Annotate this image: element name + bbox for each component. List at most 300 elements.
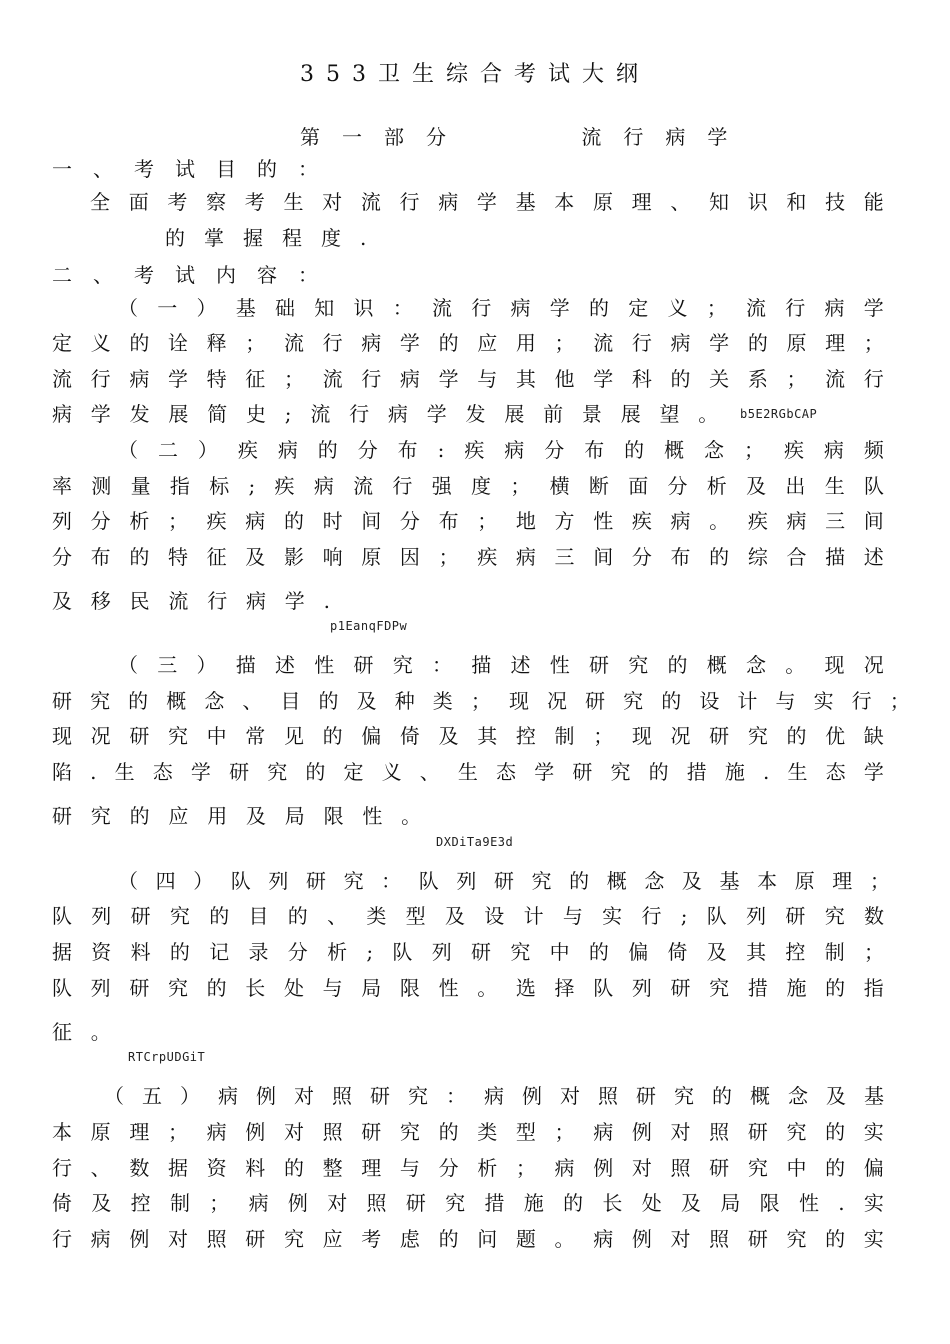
glyph: 病	[90, 1227, 111, 1251]
glyph: 行	[471, 296, 492, 320]
glyph: 倚	[399, 724, 420, 748]
glyph: 原	[90, 1120, 111, 1144]
glyph: 病	[510, 296, 531, 320]
glyph: .	[323, 589, 330, 613]
glyph: 、	[242, 689, 263, 713]
glyph: 研	[405, 1191, 426, 1215]
glyph: 措	[484, 1191, 505, 1215]
glyph: 研	[130, 904, 151, 928]
glyph: 列	[52, 509, 72, 533]
glyph: 行	[641, 904, 662, 928]
glyph: 究	[408, 1084, 428, 1108]
glyph: ）	[193, 869, 214, 893]
glyph: 病	[52, 402, 72, 426]
glyph: 他	[554, 367, 575, 391]
glyph: 倚	[667, 940, 688, 964]
glyph: 计	[523, 904, 544, 928]
glyph: 列	[91, 904, 112, 928]
glyph: 的	[438, 1227, 459, 1251]
glyph: 研	[709, 724, 730, 748]
glyph: 疾	[783, 438, 804, 462]
glyph: 考	[244, 190, 265, 214]
glyph: 列	[746, 904, 767, 928]
glyph: 景	[581, 402, 602, 426]
para-line	[52, 1018, 130, 1046]
glyph: ）	[197, 438, 218, 462]
glyph: 原	[592, 190, 613, 214]
glyph: 病	[554, 1156, 575, 1180]
section-heading-purpose: 一、考试目的：	[52, 157, 339, 181]
glyph: 影	[283, 545, 304, 569]
glyph: 布	[438, 509, 459, 533]
glyph: 与	[322, 976, 343, 1000]
glyph: 疾	[274, 474, 295, 498]
glyph: .	[838, 1191, 845, 1215]
glyph: 类	[366, 904, 387, 928]
glyph: 分	[52, 545, 72, 569]
para-line	[52, 902, 884, 930]
glyph: 研	[636, 1084, 656, 1108]
glyph: 照	[332, 1084, 352, 1108]
glyph: 病	[823, 438, 844, 462]
glyph: 及	[356, 689, 377, 713]
glyph: 技	[825, 190, 846, 214]
glyph: 列	[456, 869, 477, 893]
glyph: 学	[90, 402, 111, 426]
glyph: 究	[267, 760, 288, 784]
glyph: ；	[863, 331, 884, 355]
glyph: 概	[706, 653, 727, 677]
glyph: 究	[399, 1120, 420, 1144]
glyph: .	[360, 226, 367, 250]
glyph: ；	[515, 1156, 536, 1180]
glyph: 生	[114, 760, 135, 784]
glyph: 的	[667, 653, 688, 677]
glyph: 描	[235, 653, 256, 677]
glyph: 应	[322, 1227, 343, 1251]
glyph: 队	[52, 976, 72, 1000]
glyph: 布	[670, 545, 691, 569]
glyph: ；	[744, 438, 764, 462]
glyph: 度	[321, 226, 341, 250]
glyph: ；	[438, 545, 459, 569]
glyph: 病	[515, 545, 536, 569]
glyph: 制	[554, 724, 575, 748]
glyph: 控	[130, 1191, 151, 1215]
glyph: 行	[361, 367, 382, 391]
glyph: ）	[180, 1084, 200, 1108]
glyph: 料	[245, 1156, 266, 1180]
glyph: 、	[670, 190, 691, 214]
glyph: 四	[155, 869, 176, 893]
glyph: 中	[549, 940, 570, 964]
glyph: 研	[471, 940, 492, 964]
glyph: 研	[589, 653, 609, 677]
glyph: 频	[863, 438, 884, 462]
glyph: 病	[361, 331, 382, 355]
glyph: 队	[230, 869, 251, 893]
glyph: 的	[129, 545, 150, 569]
glyph: 基	[864, 1084, 884, 1108]
glyph: 究	[610, 760, 631, 784]
glyph: 行	[349, 402, 370, 426]
glyph: ：	[392, 296, 413, 320]
glyph: 的	[209, 904, 230, 928]
glyph: 的	[318, 689, 339, 713]
glyph: 流	[746, 296, 766, 320]
glyph: 和	[786, 190, 807, 214]
glyph: 其	[477, 724, 498, 748]
glyph: 据	[52, 940, 72, 964]
glyph: 展	[504, 402, 525, 426]
glyph: 措	[686, 760, 707, 784]
glyph: （	[118, 438, 138, 462]
glyph: 照	[366, 1191, 387, 1215]
glyph: 。	[90, 1020, 111, 1044]
glyph: 分	[357, 438, 378, 462]
glyph: 及	[826, 1084, 846, 1108]
glyph: 流	[360, 190, 381, 214]
glyph: 究	[445, 1191, 466, 1215]
glyph: 实	[863, 1120, 884, 1144]
para-line	[52, 1225, 884, 1253]
glyph: 析	[327, 940, 348, 964]
glyph: 况	[670, 724, 691, 748]
glyph: 及	[245, 545, 266, 569]
glyph: 病	[484, 1084, 504, 1108]
glyph: 生	[457, 760, 478, 784]
glyph: 照	[709, 1227, 730, 1251]
glyph: 施	[724, 760, 745, 784]
glyph: 横	[549, 474, 570, 498]
glyph: 的	[169, 940, 190, 964]
glyph: 资	[91, 940, 112, 964]
glyph: 究	[628, 653, 649, 677]
glyph: 队	[863, 474, 884, 498]
glyph: 特	[206, 367, 227, 391]
glyph: ；	[786, 367, 807, 391]
glyph: 例	[631, 1120, 652, 1144]
glyph: 的	[709, 545, 730, 569]
para-line	[118, 436, 884, 464]
glyph: 握	[243, 226, 263, 250]
glyph: 流	[322, 367, 343, 391]
code-mark: p1EanqFDPw	[330, 619, 408, 633]
glyph: 病	[670, 509, 691, 533]
glyph: 偏	[863, 1156, 884, 1180]
glyph: 列	[90, 976, 111, 1000]
glyph: 征	[52, 1020, 72, 1044]
glyph: 研	[370, 1084, 390, 1108]
para-line	[52, 587, 349, 615]
glyph: 病	[245, 589, 266, 613]
glyph: 考	[167, 190, 188, 214]
glyph: 种	[394, 689, 415, 713]
glyph: 分	[544, 438, 565, 462]
glyph: 对	[167, 1227, 188, 1251]
para-line	[52, 758, 884, 786]
glyph: 的	[825, 1120, 846, 1144]
glyph: ;	[284, 402, 292, 426]
glyph: 简	[207, 402, 228, 426]
glyph: 、	[90, 1156, 111, 1180]
glyph: 性	[593, 509, 614, 533]
glyph: 综	[747, 545, 768, 569]
para-line	[118, 294, 884, 322]
glyph: 与	[477, 367, 498, 391]
glyph: 制	[824, 940, 845, 964]
glyph: 对	[283, 1120, 304, 1144]
glyph: 研	[305, 869, 326, 893]
glyph: 征	[245, 367, 266, 391]
glyph: 考	[361, 1227, 382, 1251]
glyph: 的	[128, 689, 149, 713]
para-line	[52, 472, 884, 500]
glyph: ；	[167, 1120, 188, 1144]
glyph: 控	[515, 724, 536, 748]
glyph: 目	[280, 689, 301, 713]
glyph: 述	[275, 653, 295, 677]
glyph: 强	[431, 474, 452, 498]
glyph: 疾	[237, 438, 258, 462]
glyph: 发	[465, 402, 486, 426]
glyph: 数	[129, 1156, 150, 1180]
glyph: 析	[129, 509, 150, 533]
glyph: 究	[674, 1084, 694, 1108]
glyph: 学	[549, 296, 570, 320]
glyph: 实	[863, 1227, 884, 1251]
glyph: 中	[786, 1156, 807, 1180]
glyph: 的	[287, 904, 308, 928]
glyph: 行	[322, 331, 343, 355]
glyph: 概	[664, 438, 685, 462]
glyph: ；	[510, 474, 531, 498]
glyph: 本	[757, 869, 778, 893]
glyph: 基	[719, 869, 740, 893]
glyph: 行	[90, 367, 111, 391]
glyph: 流	[283, 331, 304, 355]
glyph: 的	[648, 760, 669, 784]
glyph: 间	[593, 545, 614, 569]
glyph: 行	[207, 589, 228, 613]
glyph: 整	[322, 1156, 343, 1180]
glyph: 现	[508, 689, 529, 713]
glyph: 础	[275, 296, 295, 320]
glyph: 局	[361, 976, 382, 1000]
glyph: 病	[670, 331, 691, 355]
glyph: ；	[593, 724, 614, 748]
glyph: （	[104, 1084, 124, 1108]
glyph: 资	[206, 1156, 227, 1180]
glyph: 照	[709, 1120, 730, 1144]
glyph: 设	[484, 904, 505, 928]
glyph: 的	[129, 804, 150, 828]
glyph: 及	[681, 1191, 701, 1215]
glyph: 病	[387, 402, 408, 426]
glyph: 例	[631, 1227, 652, 1251]
glyph: 其	[746, 940, 767, 964]
glyph: 的	[569, 869, 590, 893]
glyph: 性	[362, 804, 383, 828]
glyph: 问	[477, 1227, 498, 1251]
glyph: .	[763, 760, 770, 784]
glyph: 知	[314, 296, 335, 320]
glyph: 现	[824, 653, 845, 677]
glyph: 研	[52, 804, 72, 828]
glyph: 实	[863, 1191, 884, 1215]
glyph: 优	[825, 724, 846, 748]
glyph: 常	[245, 724, 266, 748]
glyph: 系	[747, 367, 768, 391]
code-mark: RTCrpUDGiT	[128, 1050, 206, 1064]
glyph: 义	[381, 760, 402, 784]
glyph: 研	[670, 976, 691, 1000]
glyph: 对	[327, 1191, 348, 1215]
glyph: 的	[563, 1191, 584, 1215]
glyph: 队	[418, 869, 439, 893]
glyph: 病	[313, 474, 334, 498]
para-line	[52, 687, 910, 715]
glyph: 例	[287, 1191, 308, 1215]
glyph: 限	[759, 1191, 780, 1215]
glyph: 研	[747, 1227, 768, 1251]
glyph: 行	[785, 296, 806, 320]
para-line	[118, 867, 890, 895]
para-line	[52, 722, 884, 750]
glyph: 偏	[361, 724, 382, 748]
glyph: 性	[438, 976, 459, 1000]
glyph: 学	[167, 367, 188, 391]
glyph: 科	[631, 367, 652, 391]
glyph: 型	[405, 904, 426, 928]
glyph: 性	[798, 1191, 819, 1215]
glyph: 学	[190, 760, 211, 784]
glyph: 计	[737, 689, 758, 713]
glyph: 病	[245, 509, 266, 533]
glyph: （	[118, 296, 138, 320]
glyph: 学	[534, 760, 555, 784]
glyph: 的	[661, 689, 682, 713]
glyph: 用	[207, 804, 228, 828]
glyph: 的	[670, 367, 691, 391]
glyph: 的	[129, 331, 150, 355]
glyph: 分	[438, 1156, 459, 1180]
glyph: 研	[129, 724, 150, 748]
glyph: 念	[788, 1084, 808, 1108]
glyph: 疾	[464, 438, 485, 462]
glyph: 学	[593, 367, 614, 391]
glyph: 控	[785, 940, 806, 964]
glyph: ；	[863, 940, 884, 964]
glyph: 特	[167, 545, 188, 569]
glyph: 断	[588, 474, 609, 498]
purpose-text-line	[90, 188, 884, 216]
glyph: 行	[631, 331, 652, 355]
glyph: 疾	[477, 545, 498, 569]
glyph: 学	[284, 589, 305, 613]
glyph: 其	[515, 367, 536, 391]
glyph: 的	[825, 1227, 846, 1251]
glyph: 病	[248, 1191, 269, 1215]
glyph: 对	[670, 1227, 691, 1251]
glyph: 生	[824, 474, 845, 498]
glyph: 定	[343, 760, 364, 784]
glyph: 测	[91, 474, 112, 498]
glyph: 研	[52, 689, 72, 713]
glyph: 的	[322, 724, 343, 748]
glyph: 缺	[863, 724, 884, 748]
glyph: ；	[889, 689, 910, 713]
glyph: 局	[284, 804, 305, 828]
glyph: 处	[641, 1191, 662, 1215]
glyph: 行	[851, 689, 872, 713]
glyph: 标	[209, 474, 230, 498]
para-line	[52, 365, 884, 393]
glyph: 及	[438, 724, 459, 748]
glyph: 研	[353, 653, 374, 677]
glyph: 面	[128, 190, 149, 214]
glyph: 学	[399, 331, 420, 355]
code-mark: b5E2RGbCAP	[740, 407, 818, 421]
glyph: （	[118, 653, 138, 677]
glyph: 的	[165, 226, 185, 250]
glyph: 例	[256, 1084, 276, 1108]
glyph: 应	[168, 804, 189, 828]
glyph: 学	[863, 760, 884, 784]
glyph: 研	[245, 1227, 266, 1251]
glyph: 行	[52, 1156, 72, 1180]
glyph: 长	[245, 976, 266, 1000]
glyph: 基	[515, 190, 536, 214]
glyph: 生	[283, 190, 304, 214]
glyph: 知	[709, 190, 729, 214]
glyph: 时	[322, 509, 343, 533]
glyph: 行	[863, 367, 884, 391]
glyph: 间	[863, 509, 884, 533]
glyph: 及	[91, 1191, 112, 1215]
glyph: 述	[510, 653, 531, 677]
para-line	[104, 1082, 884, 1110]
purpose-text-line	[165, 224, 385, 252]
glyph: 理	[631, 190, 652, 214]
glyph: 学	[438, 367, 459, 391]
glyph: 施	[523, 1191, 544, 1215]
glyph: 限	[399, 976, 420, 1000]
glyph: 及	[52, 589, 72, 613]
glyph: 流	[432, 296, 452, 320]
glyph: 实	[602, 904, 623, 928]
glyph: 究	[283, 1227, 304, 1251]
glyph: ；	[554, 1120, 575, 1144]
glyph: 病	[277, 438, 298, 462]
glyph: 念	[746, 653, 766, 677]
glyph: 布	[584, 438, 605, 462]
glyph: 分	[667, 474, 688, 498]
glyph: 照	[206, 1227, 227, 1251]
glyph: 究	[343, 869, 364, 893]
glyph: 。	[401, 804, 422, 828]
para-line	[52, 938, 884, 966]
glyph: 制	[169, 1191, 190, 1215]
glyph: 长	[602, 1191, 623, 1215]
glyph: 的	[438, 1120, 459, 1144]
glyph: （	[118, 869, 138, 893]
glyph: 流	[825, 367, 846, 391]
glyph: 目	[248, 904, 269, 928]
glyph: 行	[52, 1227, 72, 1251]
para-line	[52, 974, 884, 1002]
glyph: 、	[327, 904, 348, 928]
